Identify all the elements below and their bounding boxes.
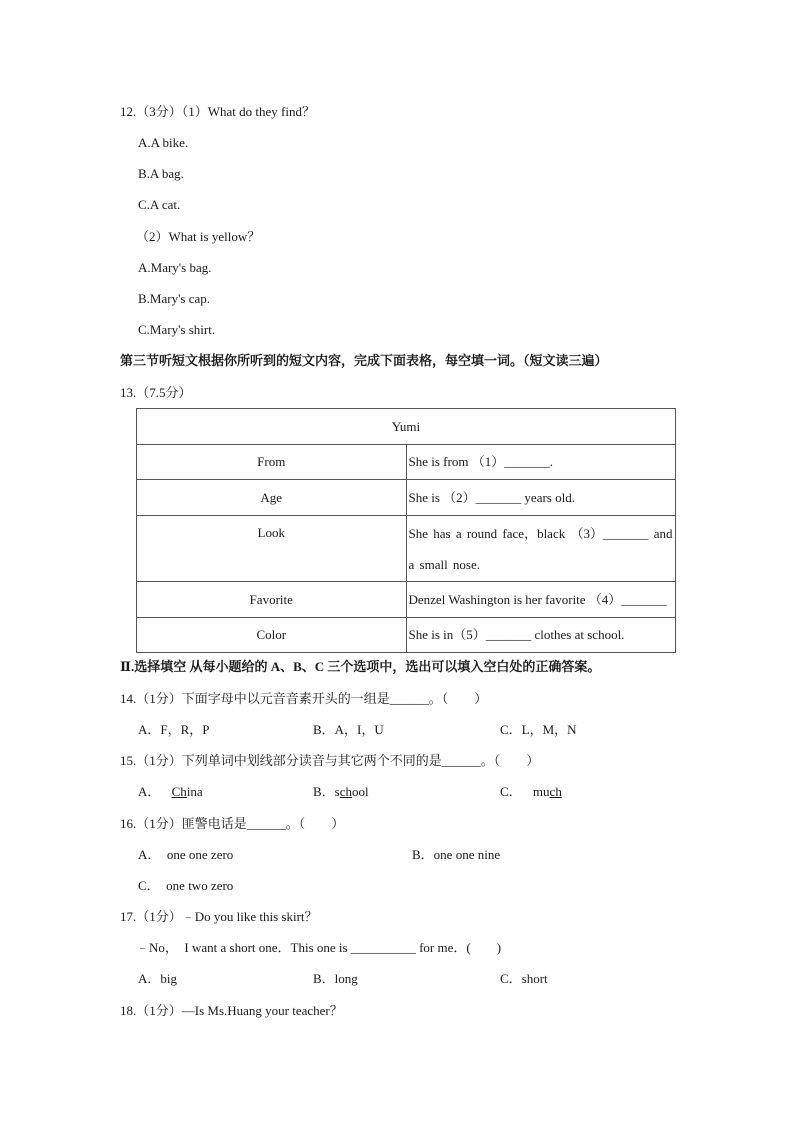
q16-option-b: B．one one nine (412, 847, 501, 862)
q18-stem: 18.（1分）—Is Ms.Huang your teacher？ (120, 1003, 343, 1018)
table-header: Yumi (137, 409, 676, 445)
q15-option-a: A． China (138, 784, 203, 799)
q14-option-b: B．A，I，U (313, 722, 384, 737)
q16-option-c: C． one two zero (138, 878, 234, 893)
row-key: Color (137, 618, 407, 653)
q12-option-a: A.A bike. (138, 135, 189, 150)
q17-option-b: B．long (313, 971, 358, 986)
row-value: Denzel Washington is her favorite （4）_______ (406, 582, 676, 618)
info-table (136, 408, 676, 653)
q12-stem: 12.（3分）（1）What do they find？ (120, 104, 315, 119)
row-key: Favorite (137, 582, 407, 618)
row-value: She has a round face，black （3）_______ and a small nose. (406, 516, 676, 582)
row-key: Age (137, 480, 407, 516)
section3-heading: 第三节听短文根据你所听到的短文内容，完成下面表格，每空填一词。（短文读三遍） (120, 353, 608, 368)
row-key: Look (137, 516, 407, 582)
q17-stem: 17.（1分）﹣Do you like this skirt？ (120, 909, 318, 924)
row-value: She is in（5）_______ clothes at school. (406, 618, 676, 653)
q12-option-b: B.A bag. (138, 166, 184, 181)
table-row (137, 480, 676, 516)
q13-stem: 13.（7.5分） (120, 385, 192, 400)
q14-stem: 14.（1分）下面字母中以元音音素开头的一组是______。（ ） (120, 691, 488, 706)
table-row (137, 618, 676, 653)
q14-option-c: C．L，M，N (500, 722, 577, 737)
row-key: From (137, 445, 407, 480)
q12-part2-option-b: B.Mary's cap. (138, 291, 211, 306)
row-value: She is from （1）_______. (406, 445, 676, 480)
q15-stem: 15.（1分）下列单词中划线部分读音与其它两个不同的是______。（ ） (120, 753, 540, 768)
q17-option-a: A．big (138, 971, 178, 986)
table-row (137, 445, 676, 480)
q12-option-c: C.A cat. (138, 197, 181, 212)
q14-option-a: A．F，R，P (138, 722, 210, 737)
q12-part2-option-a: A.Mary's bag. (138, 260, 212, 275)
q16-option-a: A． one one zero (138, 847, 234, 862)
table-row (137, 516, 676, 582)
q12-part2-stem: （2）What is yellow？ (136, 229, 261, 244)
table-row (137, 582, 676, 618)
q17-option-c: C．short (500, 971, 548, 986)
q12-part2-option-c: C.Mary's shirt. (138, 322, 216, 337)
row-value: She is （2）_______ years old. (406, 480, 676, 516)
q16-stem: 16.（1分）匪警电话是______。（ ） (120, 816, 345, 831)
section2-heading: Ⅱ.选择填空 从每小题给的 A、B、C 三个选项中，选出可以填入空白处的正确答案。 (120, 659, 601, 674)
q15-option-b: B．school (313, 784, 369, 799)
q15-option-c: C． much (500, 784, 562, 799)
q17-reply: ﹣No， I want a short one．This one is __________ for me．( ) (136, 940, 502, 955)
